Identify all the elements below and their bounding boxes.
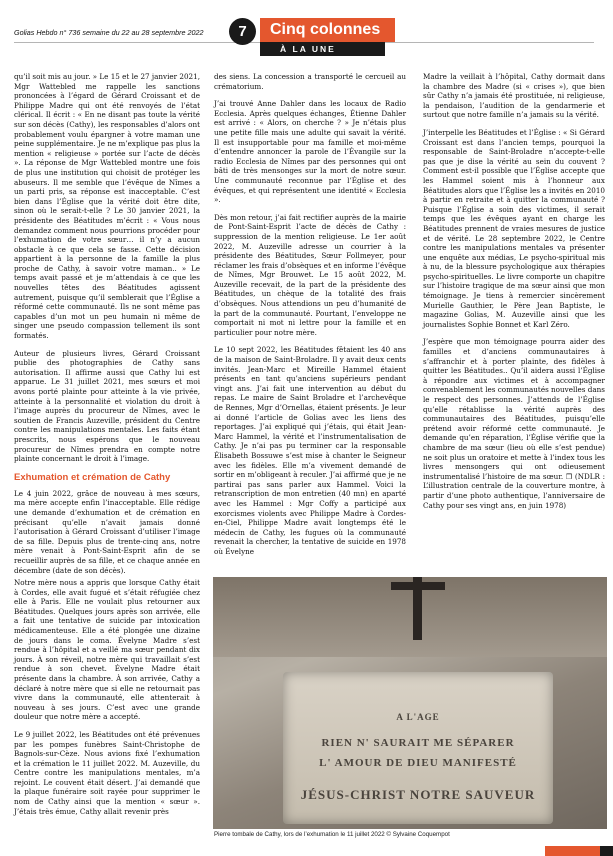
section-subtitle: À LA UNE <box>260 42 385 56</box>
paragraph: Notre mère nous a appris que lorsque Cathy était à Cordes, elle avait fugué et s’était réfugiée chez elle à Paris. Elle ne voulait plus retourner aux Béatitudes. Quelques jours après son arrivée, elle a fait une tentative de suicide par intoxication médicamenteuse. Elle a été plongée une dizaine de jours dans le coma. Évelyne Madre s’est rendue à l’hôpital et a veillé ma sœur pendant dix jours. À son réveil, notre mère qui travaillait s’est rendue à son chevet. Évelyne Madre était présente dans la chambre. À son arrivée, Cathy a déclaré à notre mère que si elle ne retournait pas vivre dans la communauté, elle attenterait à nouveau à ses jours. C’est avec une grande douleur que notre mère a accepté. <box>14 578 200 722</box>
column-3 <box>423 72 605 518</box>
paragraph: Le 10 sept 2022, les Béatitudes fêtaient les 40 ans de la maison de Saint-Broladre. Il y avait deux cents invités. Jean-Marc et Mireille Hammel étaient présents en tant qu’anciens supérieurs pendant vingt ans. J’ai fait une intervention au début du repas. Le maire de Saint Broladre et l’archevêque de Rennes, Mgr d’Ornellas, étaient présents. Je leur ai donné l’article de Golias avec les liens des reportages. J’ai expliqué qui j’étais, qui était Jean-Marc Hammel, la vérité et l’instrumentalisation de Cathy. Je n’ai pas pu terminer car la responsable Élisabeth Bossuwe s’est mise à chanter le Seigneur avec les fidèles. Elle m’a vivement demandé de sortir en m’obligeant à reculer. J’ai affirmé que je ne partirai pas sans parler aux Hammel. Voici la retranscription de mon entretien (40 mn) en aparté avec les Hammel : Mgr Coffy a participé aux exorcismes violents avec Philippe Madre à Cordes-en-Ciel, Philippe Madre avait longtemps été le médecin de Cathy, les fugues où la communauté revenait la chercher, la tentative de suicide en 1978 où Évelyne <box>214 345 406 556</box>
page-number: 7 <box>229 18 256 45</box>
paragraph: Dès mon retour, j’ai fait rectifier auprès de la mairie de Pont-Saint-Esprit l’acte de décès de Cathy : suppression de la mention religieuse. Le 1er août 2022, M. Auzeville adresse un courrier à la présidente des Béatitudes, Sœur Follmeyer, pour réclamer les frais d’obsèques et en informe l’évêque de Nîmes, Mgr Brouwet. Le 15 août 2022, M. Auzeville recevait, de la part de la présidente des Béatitudes, un chèque de la totalité des frais d’obsèques. Nous attendions un peu d’humanité de la part de la communauté. Pourtant, l’enveloppe ne comportait ni mot ni lettre pour la famille et en particulier pour notre mère. <box>214 212 406 337</box>
tombstone-photo <box>213 577 607 829</box>
section-title: Cinq colonnes <box>260 18 395 42</box>
paragraph: Le 4 juin 2022, grâce de nouveau à mes sœurs, ma mère accepte enfin l’inacceptable. Elle rédige une demande d’exhumation et de crémation en précisant qu’elle n’avait jamais donné l’autorisation à Gérard Croissant d’utiliser l’image de sa fille. Depuis plus de trente-cinq ans, notre mère venait à Pont-Saint-Esprit afin de se recueillir auprès de sa fille, et ce chaque année en décembre (date de son décès). <box>14 488 200 575</box>
column-2 <box>214 72 406 565</box>
page-header <box>0 0 613 70</box>
paragraph: J’interpelle les Béatitudes et l’Église : « Si Gérard Croissant est dans l’ancien temps, pourquoi la responsable de Saint-Broladre n’accepte-t-elle pas que je dise la vérité au sein du couvent ? Comment est-il possible que l’Église accepte que les Hammel soient mis à l’honneur aux Béatitudes alors que l’Église les a invités en 2010 à partir en retraite et à quitter la communauté ? Puisque l’Église a soin des victimes, il serait temps que les évêques ayant en charge les Béatitudes prennent de vraies mesures de justice et de vérité. Le 28 septembre 2022, le Centre contre les manipulations mentales va présenter une enquête aux médias, Le psycho-spiritual mis à nu, de la blessure psychologique aux thérapies psycho-spirituelles. Le livre comporte un chapitre sur l’histoire tragique de ma sœur ainsi que mon témoignage. Je tiens à remercier sincèrement Murielle Gauthier, le Père Jean Baptiste, le magazine Golias, M. Auzeville ainsi que les journalistes Sophie Bonnet et Karl Zéro. <box>423 127 605 329</box>
footer-dark-bar <box>600 846 613 856</box>
column-1 <box>14 72 200 583</box>
paragraph: qu’il soit mis au jour. » Le 15 et le 27 janvier 2021, Mgr Wattebled me rappelle les sanctions prononcées à l’égard de Gérard Croissant et de Philippe Madre qui ont été renvoyés de l’état clérical. Il écrit : « En ne disant pas toute la vérité sur son décès (Cathy), les responsables d’alors ont probablement voulu épargner à votre maman une peine supplémentaire. Je ne m’explique pas plus la mention « religieuse » portée sur l’acte de décès ». La réponse de Mgr Wattebled montre une fois de plus une institution qui choisit de protéger les abuseurs. Il me semble que l’évêque de Nîmes a un parti pris, sa réponse est inacceptable. C’est bien dans l’Église que la vérité doit être dite, sinon où le serait-t-elle ? Le 30 janvier 2021, la présidente des Béatitudes m’écrit : « Vous nous demandez comment nous pourrions procéder pour l’exhumation de votre sœur… il n’y a aucun obstacle à ce que cela se fasse. Cette décision appartient à la personne de la famille la plus proche de Cathy, à savoir votre maman.. » Le temps avait passé et je m’attendais à ce que les nouvelles têtes des Béatitudes agissent autrement, puisque qu’il semblerait que l’Église a réformé cette communauté. Ils ne sont même pas capables d’un mot un peu humain ni même de singer une pseudo compassion tellement ils sont formatés. <box>14 72 200 341</box>
paragraph: Madre la veillait à l’hôpital, Cathy dormait dans la chambre des Madre (si « crises »), que bien sûr Cathy n’a jamais été prostituée, ni religieuse, la pendaison, l’audition de la gendarmerie et surtout que notre famille n’a jamais su la vérité. <box>423 72 605 120</box>
plaque-line: L' AMOUR DE DIEU MANIFESTÉ <box>319 757 517 769</box>
paragraph: J’espère que mon témoignage pourra aider des familles et d’anciens communautaires à s’affranchir et à porter plainte, des fidèles à quitter les Béatitudes.. Qu’il aidera aussi l’Église à répondre aux victimes et à accompagner convenablement les communautés nouvelles dans le respect des personnes. J’attends de l’Église qu’elle rétablisse la vérité auprès des communautaires des Béatitudes, puisqu’elle prétend avoir réformé cette communauté. Je demande qu’en réparation, l’Église vérifie que la chambre de ma sœur (lieu où elle s’est pendue) ne soit plus un oratoire et mette à l’index tous les livres mensongers qui ont odieusement instrumentalisé l’histoire de ma sœur. ❒ (NDLR : L’illustration centrale de la couverture montre, à partir d’une photo authentique, l’anniversaire de Cathy pour ses vingt ans, en juin 1978) <box>423 337 605 510</box>
publication-line: Golias Hebdo n° 736 semaine du 22 au 28 septembre 2022 <box>14 28 204 37</box>
paragraph: Le 9 juillet 2022, les Béatitudes ont été prévenues par les pompes funèbres Saint-Christophe de Bagnols-sur-Cèze. Nous avions fixé l’exhumation et la crémation le 11 juillet 2022. M. Auzeville, du Centre contre les manipulations mentales, m’a rejoint. Le couvent était désert. J’ai demandé que la plaque funéraire soit rayée pour supprimer le nom de Cathy ainsi que la mention « sœur ». J’étais très émue, Cathy allait revenir près <box>14 729 200 816</box>
cross-bar <box>391 582 445 590</box>
paragraph: Auteur de plusieurs livres, Gérard Croissant publie des photographies de Cathy sans autorisation. Il affirme aussi que Cathy lui est apparue. Le 31 juillet 2021, mes sœurs et moi avons porté plainte pour atteinte à la vie privée, atteinte à la personnalité et violation du droit à l’image auprès du procureur de Nîmes, avec le soutien de Francis Auzeville, président du Centre contre les manipulations mentales. Les faits étant prescrits, nous espérons que le nouveau procureur de Nîmes prendra en compte notre plainte concernant le droit à l’image. <box>14 348 200 464</box>
paragraph: des siens. La concession a transporté le cercueil au crématorium. <box>214 72 406 91</box>
plaque-line: A L'AGE <box>396 712 440 722</box>
photo-caption: Pierre tombale de Cathy, lors de l’exhumation le 11 juillet 2022 © Sylvaine Coquempot <box>214 831 450 838</box>
plaque-line: RIEN N' SAURAIT ME SÉPARER <box>321 737 515 749</box>
paragraph: J’ai trouvé Anne Dahler dans les locaux de Radio Ecclesia. Après quelques échanges, Étienne Dahler est arrivé : « Alors, on cherche ? » Je n’étais plus une petite fille mais une adulte qui savait la vérité. Il est insupportable pour ma famille et moi-même d’entendre annoncer la parole de l’Évangile sur la radio Ecclesia de Nîmes par des personnes qui ont bâti de très mensonges sur la mort de notre sœur. Une communauté reconnue par l’Église et des évêques, et qui représentent une identité « Ecclesia ». <box>214 99 406 205</box>
column-1-lower <box>14 578 200 824</box>
section-heading: Exhumation et crémation de Cathy <box>14 471 171 483</box>
plaque-line: JÉSUS-CHRIST NOTRE SAUVEUR <box>300 787 536 802</box>
